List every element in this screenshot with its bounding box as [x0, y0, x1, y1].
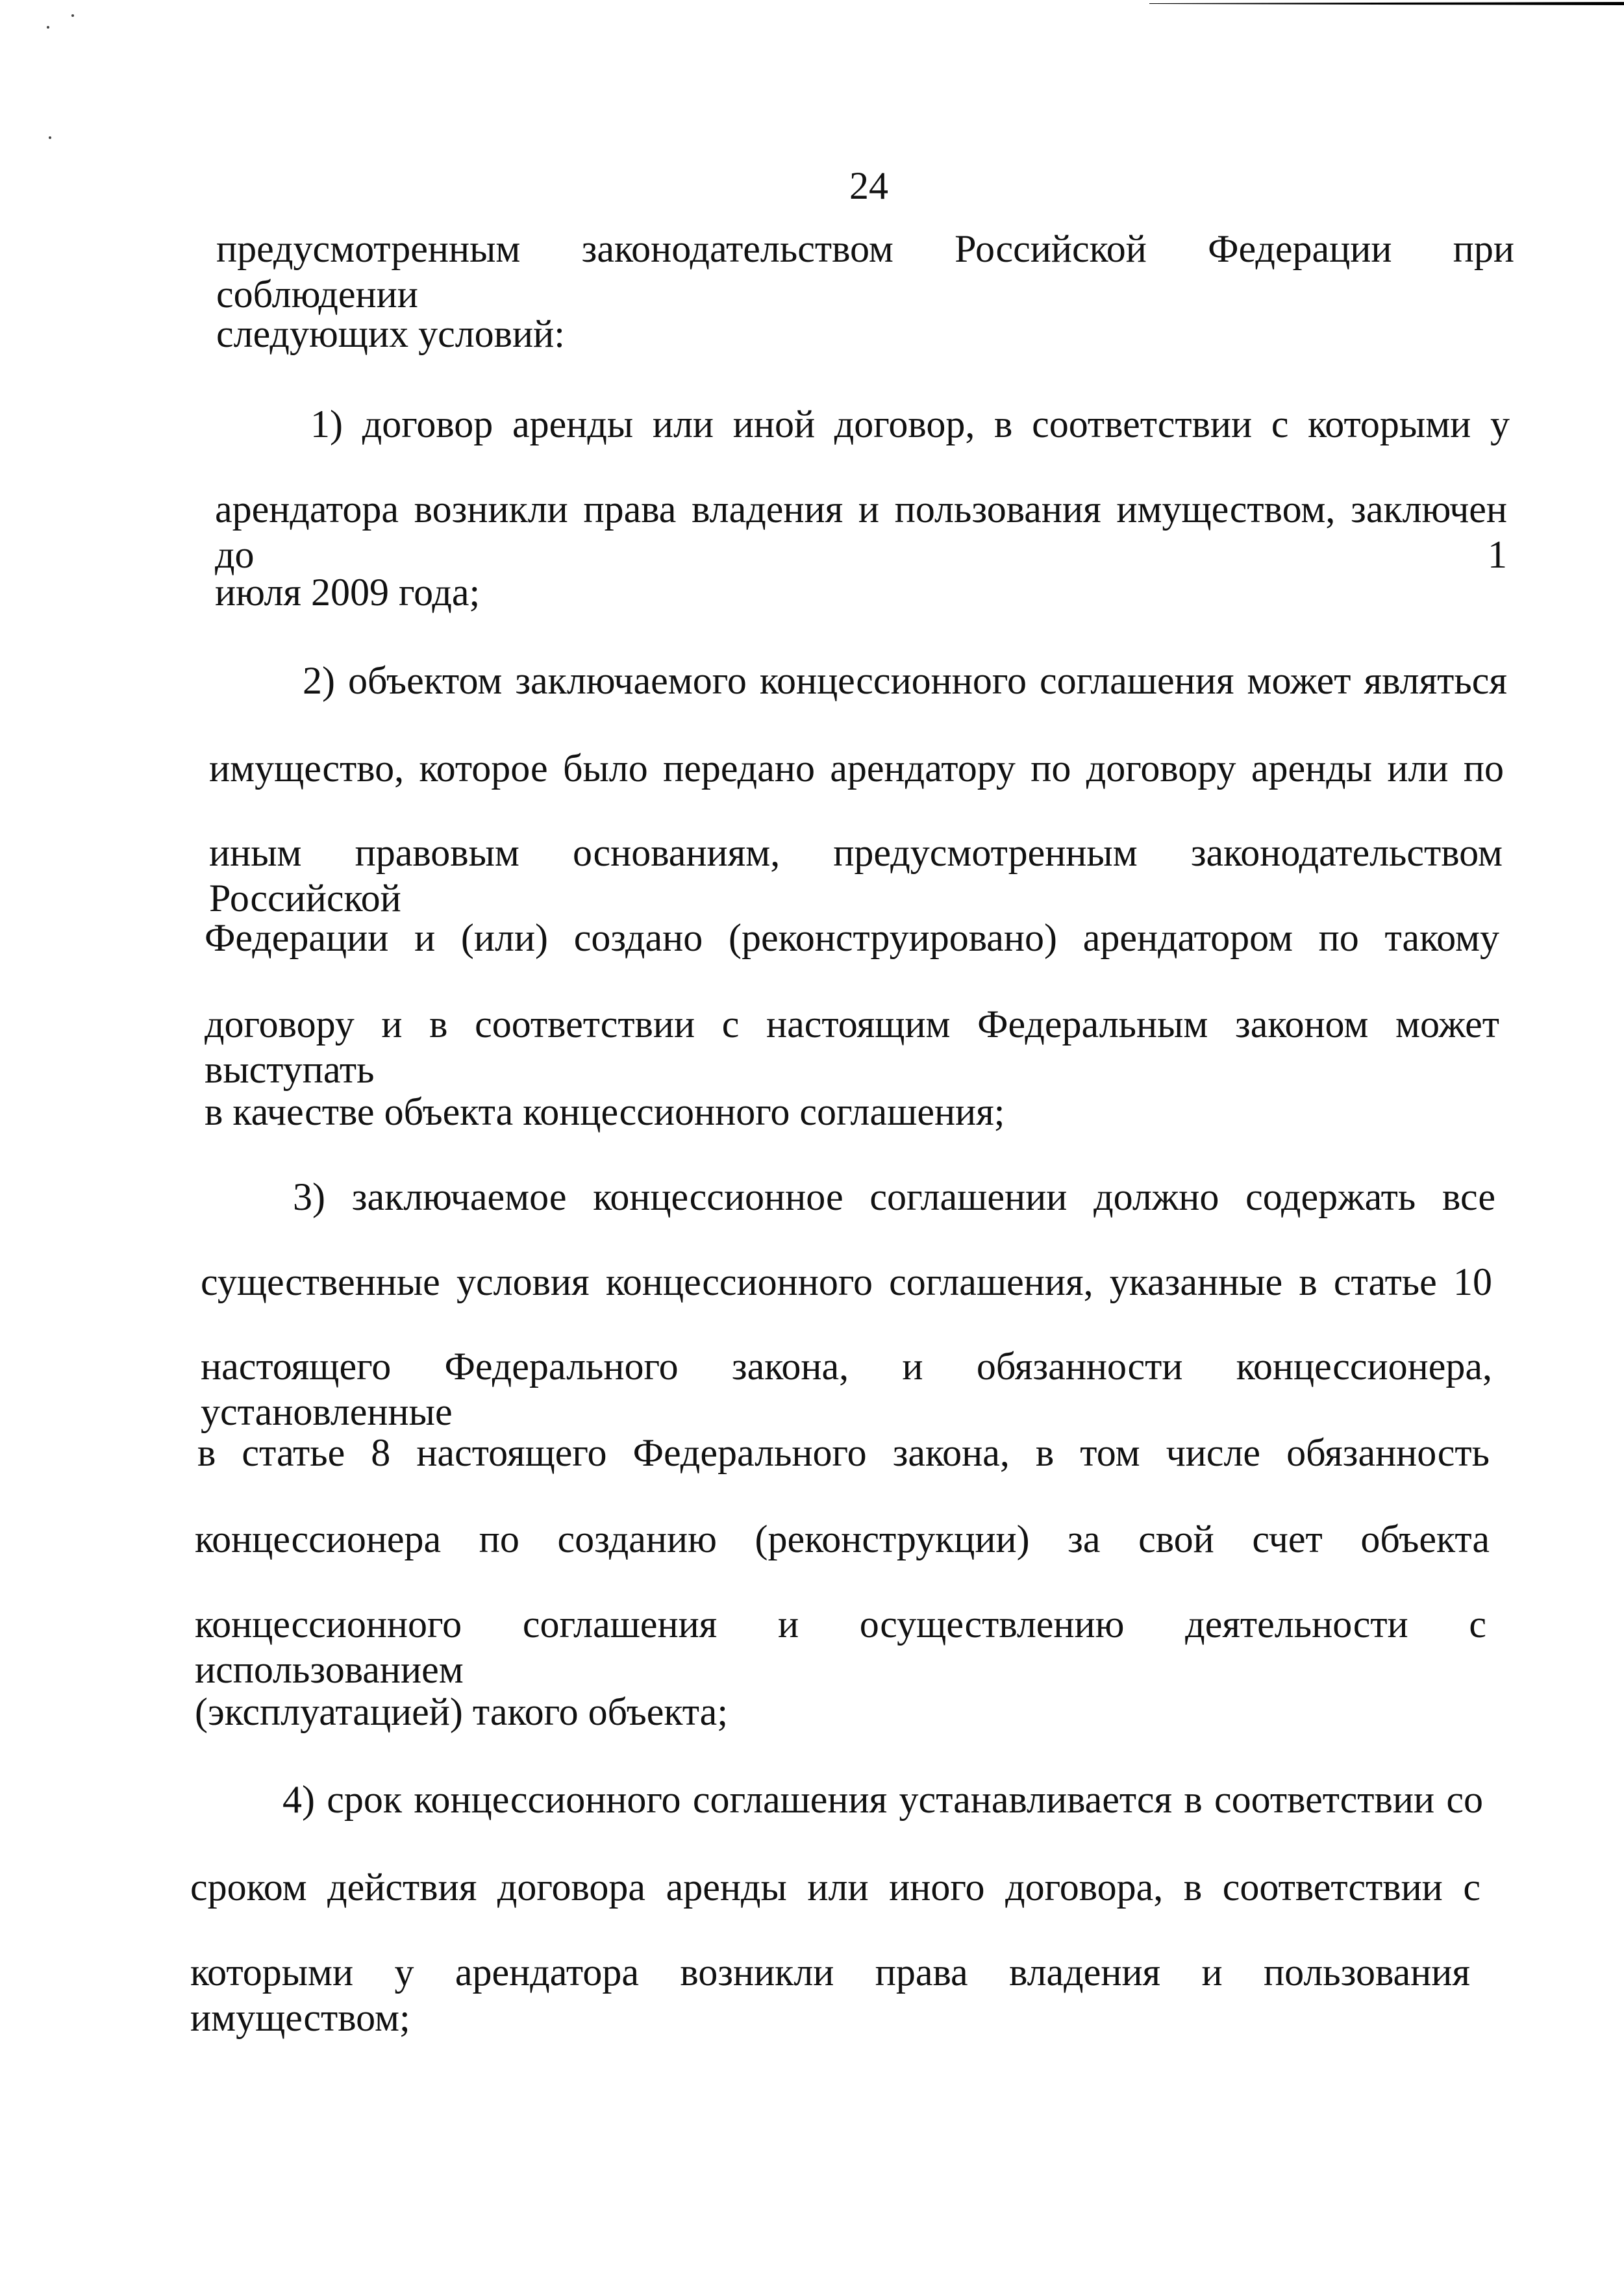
- text-line: июля 2009 года;: [215, 571, 481, 614]
- text-line: 1) договор аренды или иной договор, в соответствии с которыми у: [310, 403, 1510, 445]
- text-line: (эксплуатацией) такого объекта;: [195, 1690, 728, 1733]
- text-line: 3) заключаемое концессионное соглашении должно содержать все: [293, 1175, 1495, 1218]
- page-number: 24: [849, 164, 888, 207]
- text-line: арендатора возникли права владения и пользования имуществом, заключен до 1: [215, 488, 1507, 576]
- text-line: следующих условий:: [216, 312, 565, 355]
- text-line: Федерации и (или) создано (реконструировано) арендатором по такому: [205, 916, 1499, 959]
- text-line: договору и в соответствии с настоящим Федеральным законом может выступать: [205, 1003, 1499, 1091]
- text-line: иным правовым основаниям, предусмотренным законодательством Российской: [209, 831, 1503, 920]
- text-line: 4) срок концессионного соглашения устанавливается в соответствии со: [282, 1778, 1483, 1821]
- text-line: 2) объектом заключаемого концессионного соглашения может являться: [303, 659, 1507, 702]
- text-line: настоящего Федерального закона, и обязанности концессионера, установленные: [201, 1345, 1492, 1433]
- scan-speck: [71, 14, 74, 17]
- text-line: которыми у арендатора возникли права владения и пользования имуществом;: [190, 1951, 1470, 2039]
- text-line: в качестве объекта концессионного соглашения;: [205, 1090, 1005, 1133]
- text-line: сроком действия договора аренды или иного договора, в соответствии с: [190, 1866, 1480, 1909]
- text-line: предусмотренным законодательством Российской Федерации при соблюдении: [216, 227, 1514, 316]
- text-line: в статье 8 настоящего Федерального закона, в том числе обязанность: [197, 1431, 1490, 1474]
- text-line: концессионного соглашения и осуществлению деятельности с использованием: [195, 1603, 1486, 1691]
- text-line: имущество, которое было передано арендатору по договору аренды или по: [209, 747, 1504, 790]
- scan-speck: [47, 26, 49, 29]
- text-line: существенные условия концессионного соглашения, указанные в статье 10: [201, 1260, 1492, 1303]
- text-line: концессионера по созданию (реконструкции) за свой счет объекта: [195, 1518, 1490, 1560]
- scan-edge-line: [1149, 2, 1624, 5]
- scan-speck: [49, 136, 51, 139]
